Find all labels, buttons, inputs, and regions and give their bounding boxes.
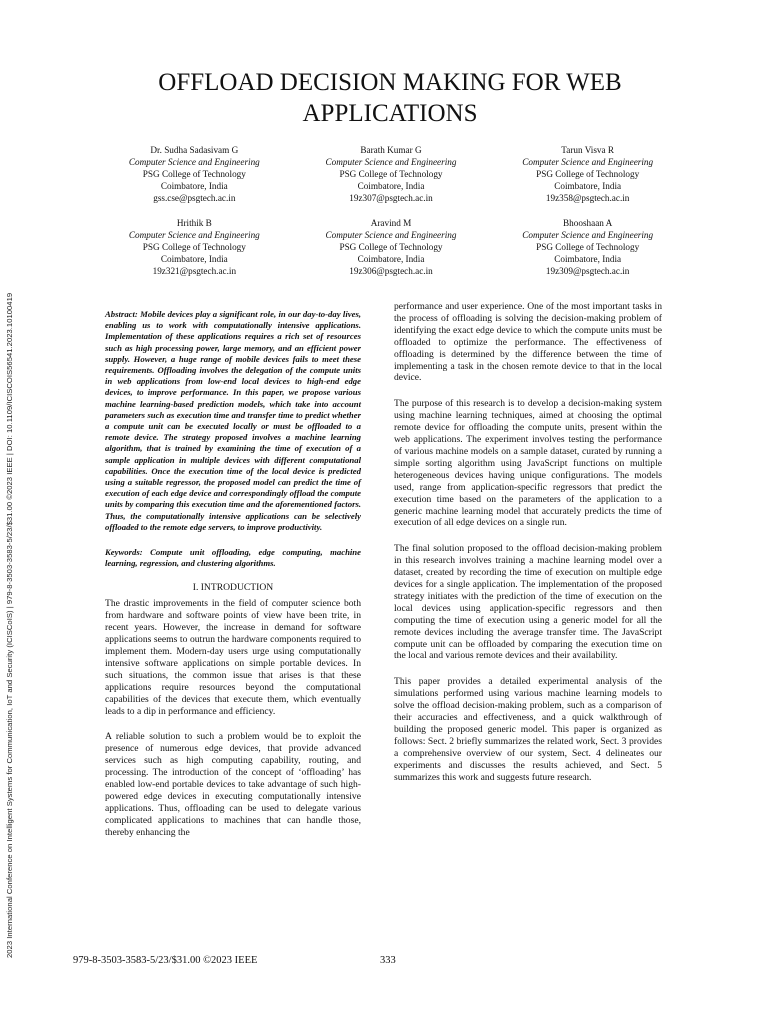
author-name: Aravind M [370, 218, 412, 228]
author-name: Dr. Sudha Sadasivam G [150, 145, 239, 155]
paper-title: OFFLOAD DECISION MAKING FOR WEB APPLICATIONS [158, 69, 622, 127]
author-location: Coimbatore, India [160, 254, 228, 264]
author-department: Computer Science and Engineering [128, 230, 260, 240]
section-heading: I. INTRODUCTION [192, 582, 274, 594]
author-name: Barath Kumar G [360, 145, 422, 155]
author-location: Coimbatore, India [160, 181, 228, 191]
author-block [489, 217, 686, 277]
right-column [394, 301, 662, 798]
body-paragraph: The drastic improvements in the field of computer science both from hardware and software points of view have been trite, in recent years. However, the increase in demand for software applications seems to outrun the hardware components required to implement them. Modern-day users urge using computationally intensive software applications on simple portable devices. In such situations, the common issue that arises is that these applications require resources beyond the computational capabilities of the devices that execute them, which eventually leads to a dip in performance and efficiency. [105, 598, 361, 717]
author-department: Computer Science and Engineering [522, 157, 654, 167]
author-email: 19z309@psgtech.ac.in [545, 266, 630, 276]
author-location: Coimbatore, India [357, 254, 425, 264]
author-email: 19z321@psgtech.ac.in [152, 266, 237, 276]
doi-sidebar: 2023 International Conference on Intelligent Systems for Communication, IoT and Security (ICISCoIS) | 979-8-3503-3583-5/23/$31.00 ©2023 IEEE | DOI: 10.1109/ICISCOIS56541.2023.10100419 [5, 292, 14, 958]
body-paragraph: The final solution proposed to the offload decision-making problem in this research involves training a machine learning model over a dataset, created by recording the time of execution on multiple edge devices for a single application. The implementation of the proposed strategy initiates with the prediction of the time of execution on the local devices using application-specific regressors and then computing the time of execution using a generic model for all the remote devices including the average transfer time. The JavaScript compute unit can be offloaded by comparing the execution time on the local and various remote devices and their availability. [394, 543, 662, 662]
abstract: Abstract: Mobile devices play a significant role, in our day-to-day lives, enabling us to work with computationally intensive applications. Implementation of these applications requires a rich set of resources such as high processing power, large memory, and an efficient power supply. However, a huge range of mobile devices fails to meet these requirements. Offloading involves the delegation of the compute units in web applications from low-end local devices to high-end edge devices, to improve performance. In this paper, we propose various machine learning-based prediction models, which take into account parameters such as execution time and transfer time to predict whether a compute unit can be executed locally or must be offloaded to a remote device. The strategy proposed involves a machine learning algorithm, that is trained by examining the time of execution of a sample application in multiple devices with different computational capabilities. Once the execution time of the local device is predicted using a suitable regressor, the proposed model can predict the time of execution of each edge device and correspondingly offload the compute units by comparing this execution time and the aforementioned factors. Thus, the computationally intensive applications can be selectively offloaded to the remote edge servers, to improve productivity. [105, 309, 361, 532]
author-institution: PSG College of Technology [142, 242, 246, 252]
author-location: Coimbatore, India [554, 254, 622, 264]
author-department: Computer Science and Engineering [522, 230, 654, 240]
page-number: 333 [380, 955, 396, 966]
author-institution: PSG College of Technology [536, 242, 640, 252]
author-department: Computer Science and Engineering [325, 157, 457, 167]
body-paragraph: This paper provides a detailed experimental analysis of the simulations performed using various machine learning models to solve the offload decision-making problem, such as a comparison of their accuracies and effectiveness, and a quick walkthrough of building the proposed generic model. This paper is organized as follows: Sect. 2 briefly summarizes the related work, Sect. 3 provides a comprehensive overview of our system, Sect. 4 delineates our experiments and discusses the results achieved, and Sect. 5 summarizes this work and suggests future research. [394, 676, 662, 783]
author-department: Computer Science and Engineering [325, 230, 457, 240]
author-institution: PSG College of Technology [339, 169, 443, 179]
keywords: Keywords: Compute unit offloading, edge computing, machine learning, regression, and clustering algorithms. [105, 547, 361, 569]
author-block [293, 217, 490, 277]
author-email: gss.cse@psgtech.ac.in [153, 193, 236, 203]
body-paragraph: performance and user experience. One of the most important tasks in the process of offloading is solving the decision-making problem of identifying the exact edge device to which the compute units must be offloaded to optimize the performance. The effectiveness of offloading is determined by the difference between the time of implementing a task in the chosen remote device to that in the local device. [394, 301, 662, 384]
author-email: 19z306@psgtech.ac.in [349, 266, 433, 276]
author-block [489, 144, 686, 204]
author-grid [96, 144, 686, 277]
author-email: 19z307@psgtech.ac.in [349, 193, 433, 203]
author-location: Coimbatore, India [357, 181, 425, 191]
author-name: Tarun Visva R [561, 145, 615, 155]
author-institution: PSG College of Technology [142, 169, 246, 179]
author-name: Hrithik B [176, 218, 212, 228]
author-institution: PSG College of Technology [536, 169, 640, 179]
page-footer [0, 955, 768, 971]
author-block [96, 217, 293, 277]
author-block [293, 144, 490, 204]
footer-isbn: 979-8-3503-3583-5/23/$31.00 ©2023 IEEE [73, 955, 258, 966]
author-department: Computer Science and Engineering [128, 157, 260, 167]
body-paragraph: A reliable solution to such a problem would be to exploit the presence of numerous edge devices, that provide advanced services such as high computing capability, routing, and processing. The introduction of the concept of ‘offloading’ has enabled low-end portable devices to take advantage of such high-powered edge devices in executing computationally intensive applications. Thus, offloading can be used to delegate various complicated applications to machines that can handle those, thereby enhancing the [105, 731, 361, 838]
body-paragraph: The purpose of this research is to develop a decision-making system using machine learning techniques, aimed at choosing the optimal remote device for offloading the compute units, present within the web applications. The experiment involves testing the performance of various machine models on a sample dataset, curated by running a simple sorting algorithm using JavaScript functions on multiple heterogeneous devices having unique configurations. The models used, range from application-specific regressors that predict the execution time based on the parameters of the application to a generic machine learning model that accurately predicts the time of execution of all edge devices on a single run. [394, 398, 662, 529]
author-email: 19z358@psgtech.ac.in [545, 193, 630, 203]
author-location: Coimbatore, India [554, 181, 622, 191]
author-name: Bhooshaan A [563, 218, 613, 228]
left-column [105, 309, 361, 853]
author-block [96, 144, 293, 204]
author-institution: PSG College of Technology [339, 242, 443, 252]
